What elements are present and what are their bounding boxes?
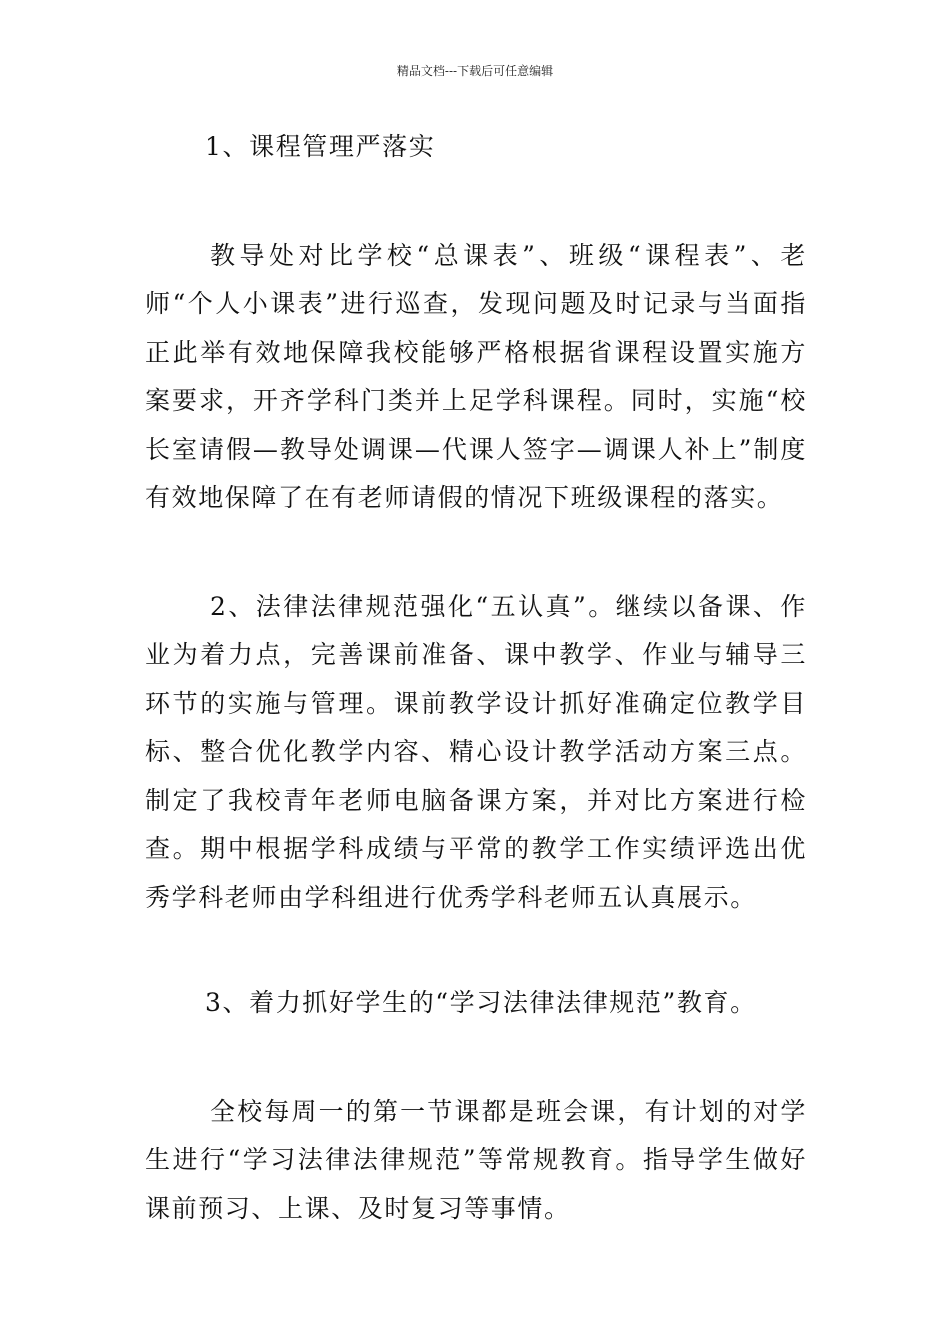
spacer — [145, 523, 807, 583]
spacer — [145, 1028, 807, 1088]
document-body — [145, 123, 807, 1233]
section-paragraph-2: 2、法律法律规范强化“五认真”。继续以备课、作业为着力点，完善课前准备、课中教学、作业与辅导三环节的实施与管理。课前教学设计抓好准确定位教学目标、整合优化教学内容、精心设计教学活动方案三点。制定了我校青年老师电脑备课方案，并对比方案进行检查。期中根据学科成绩与平常的教学工作实绩评选出优秀学科老师由学科组进行优秀学科老师五认真展示。 — [145, 591, 807, 912]
section-heading-1: 1、课程管理严落实 — [205, 132, 436, 161]
page-header: 精品文档---下载后可任意编辑 — [396, 64, 554, 78]
section-paragraph-3: 全校每周一的第一节课都是班会课，有计划的对学生进行“学习法律法律规范”等常规教育。指导学生做好课前预习、上课、及时复习等事情。 — [145, 1096, 807, 1223]
section-heading-3: 3、着力抓好学生的“学习法律法律规范”教育。 — [205, 988, 757, 1017]
section-paragraph-1: 教导处对比学校“总课表”、班级“课程表”、老师“个人小课表”进行巡查，发现问题及时记录与当面指正此举有效地保障我校能够严格根据省课程设置实施方案要求，开齐学科门类并上足学科课程。同时，实施“校长室请假—教导处调课—代课人签字—调课人补上”制度有效地保障了在有老师请假的情况下班级课程的落实。 — [145, 240, 807, 512]
spacer — [145, 172, 807, 232]
spacer — [145, 922, 807, 979]
